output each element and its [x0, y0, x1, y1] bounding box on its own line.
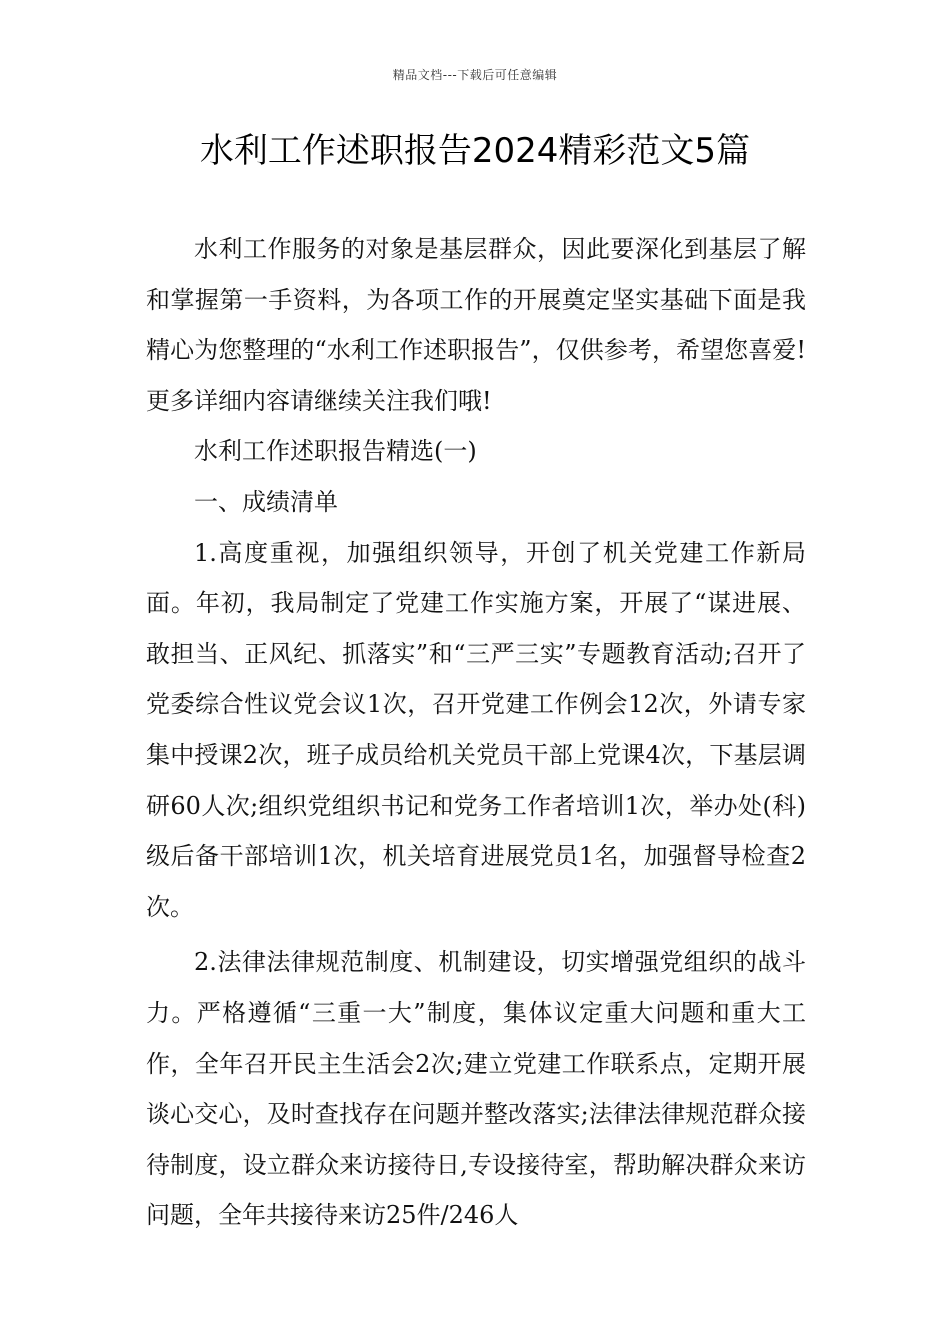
paragraph-item-1: 1.高度重视，加强组织领导，开创了机关党建工作新局面。年初，我局制定了党建工作实施方案，开展了“谋进展、敢担当、正风纪、抓落实”和“三严三实”专题教育活动;召开了党委综合性议党会议1次，召开党建工作例会12次，外请专家集中授课2次，班子成员给机关党员干部上党课4次，下基层调研60人次;组织党组织书记和党务工作者培训1次，举办处(科)级后备干部培训1次，机关培育进展党员1名，加强督导检查2次。 [146, 538, 806, 921]
intro-paragraph: 水利工作服务的对象是基层群众，因此要深化到基层了解和掌握第一手资料，为各项工作的开展奠定坚实基础下面是我精心为您整理的“水利工作述职报告”，仅供参考，希望您喜爱!更多详细内容请继续关注我们哦! [146, 235, 806, 415]
paragraph-item-2: 2.法律法律规范制度、机制建设，切实增强党组织的战斗力。严格遵循“三重一大”制度，集体议定重大问题和重大工作，全年召开民主生活会2次;建立党建工作联系点，定期开展谈心交心，及时查找存在问题并整改落实;法律法律规范群众接待制度，设立群众来访接待日,专设接待室，帮助解决群众来访问题，全年共接待来访25件/246人 [146, 948, 806, 1230]
heading-achievements: 一、成绩清单 [194, 487, 338, 516]
document-title: 水利工作述职报告2024精彩范文5篇 [199, 131, 751, 171]
section-title: 水利工作述职报告精选(一) [194, 437, 477, 466]
document-body [146, 224, 806, 1241]
header-note: 精品文档---下载后可任意编辑 [392, 68, 558, 82]
